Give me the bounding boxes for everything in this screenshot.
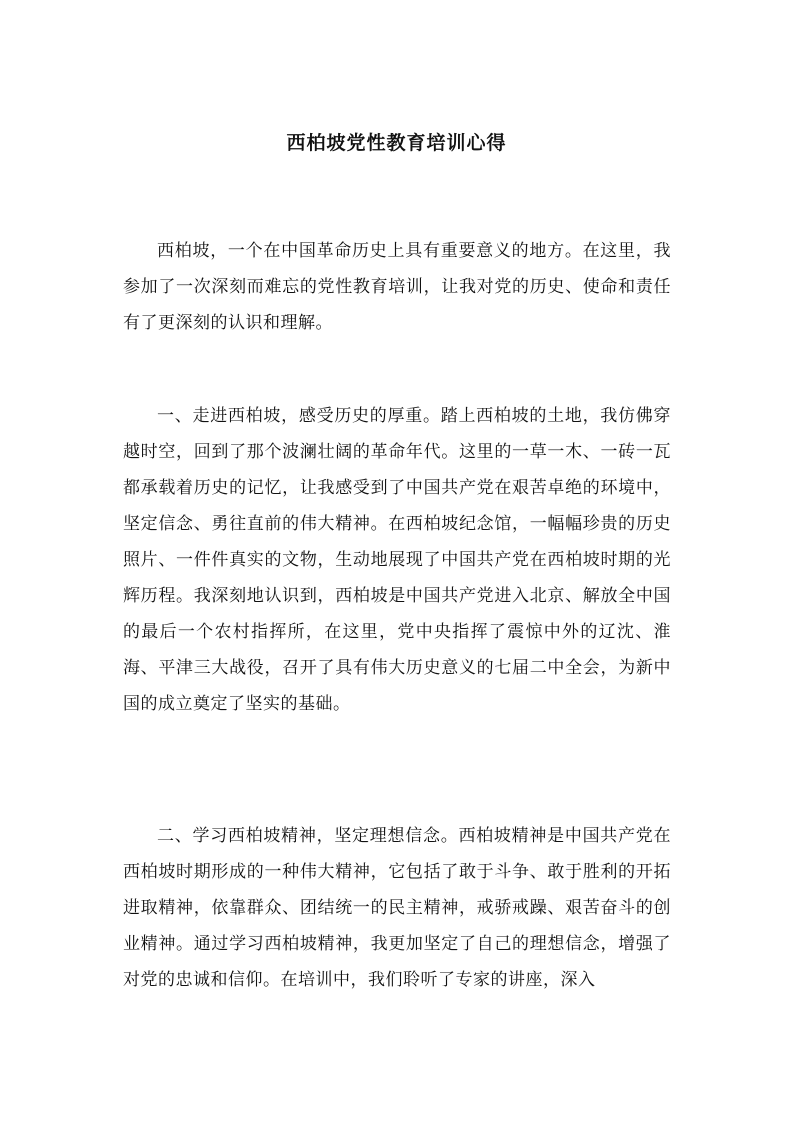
document-title: 西柏坡党性教育培训心得 <box>286 132 507 154</box>
paragraph-intro: 西柏坡，一个在中国革命历史上具有重要意义的地方。在这里，我参加了一次深刻而难忘的党性教育培训，让我对党的历史、使命和责任有了更深刻的认识和理解。 <box>123 241 671 333</box>
paragraph-section-one: 一、走进西柏坡，感受历史的厚重。踏上西柏坡的土地，我仿佛穿越时空，回到了那个波澜壮阔的革命年代。这里的一草一木、一砖一瓦都承载着历史的记忆，让我感受到了中国共产党在艰苦卓绝的环境中，坚定信念、勇往直前的伟大精神。在西柏坡纪念馆，一幅幅珍贵的历史照片、一件件真实的文物，生动地展现了中国共产党在西柏坡时期的光辉历程。我深刻地认识到，西柏坡是中国共产党进入北京、解放全中国的最后一个农村指挥所，在这里，党中央指挥了震惊中外的辽沈、淮海、平津三大战役，召开了具有伟大历史意义的七届二中全会，为新中国的成立奠定了坚实的基础。 <box>123 406 671 714</box>
paragraph-section-two: 二、学习西柏坡精神，坚定理想信念。西柏坡精神是中国共产党在西柏坡时期形成的一种伟大精神，它包括了敢于斗争、敢于胜利的开拓进取精神，依靠群众、团结统一的民主精神，戒骄戒躁、艰苦奋斗的创业精神。通过学习西柏坡精神，我更加坚定了自己的理想信念，增强了对党的忠诚和信仰。在培训中，我们聆听了专家的讲座，深入 <box>123 826 671 990</box>
